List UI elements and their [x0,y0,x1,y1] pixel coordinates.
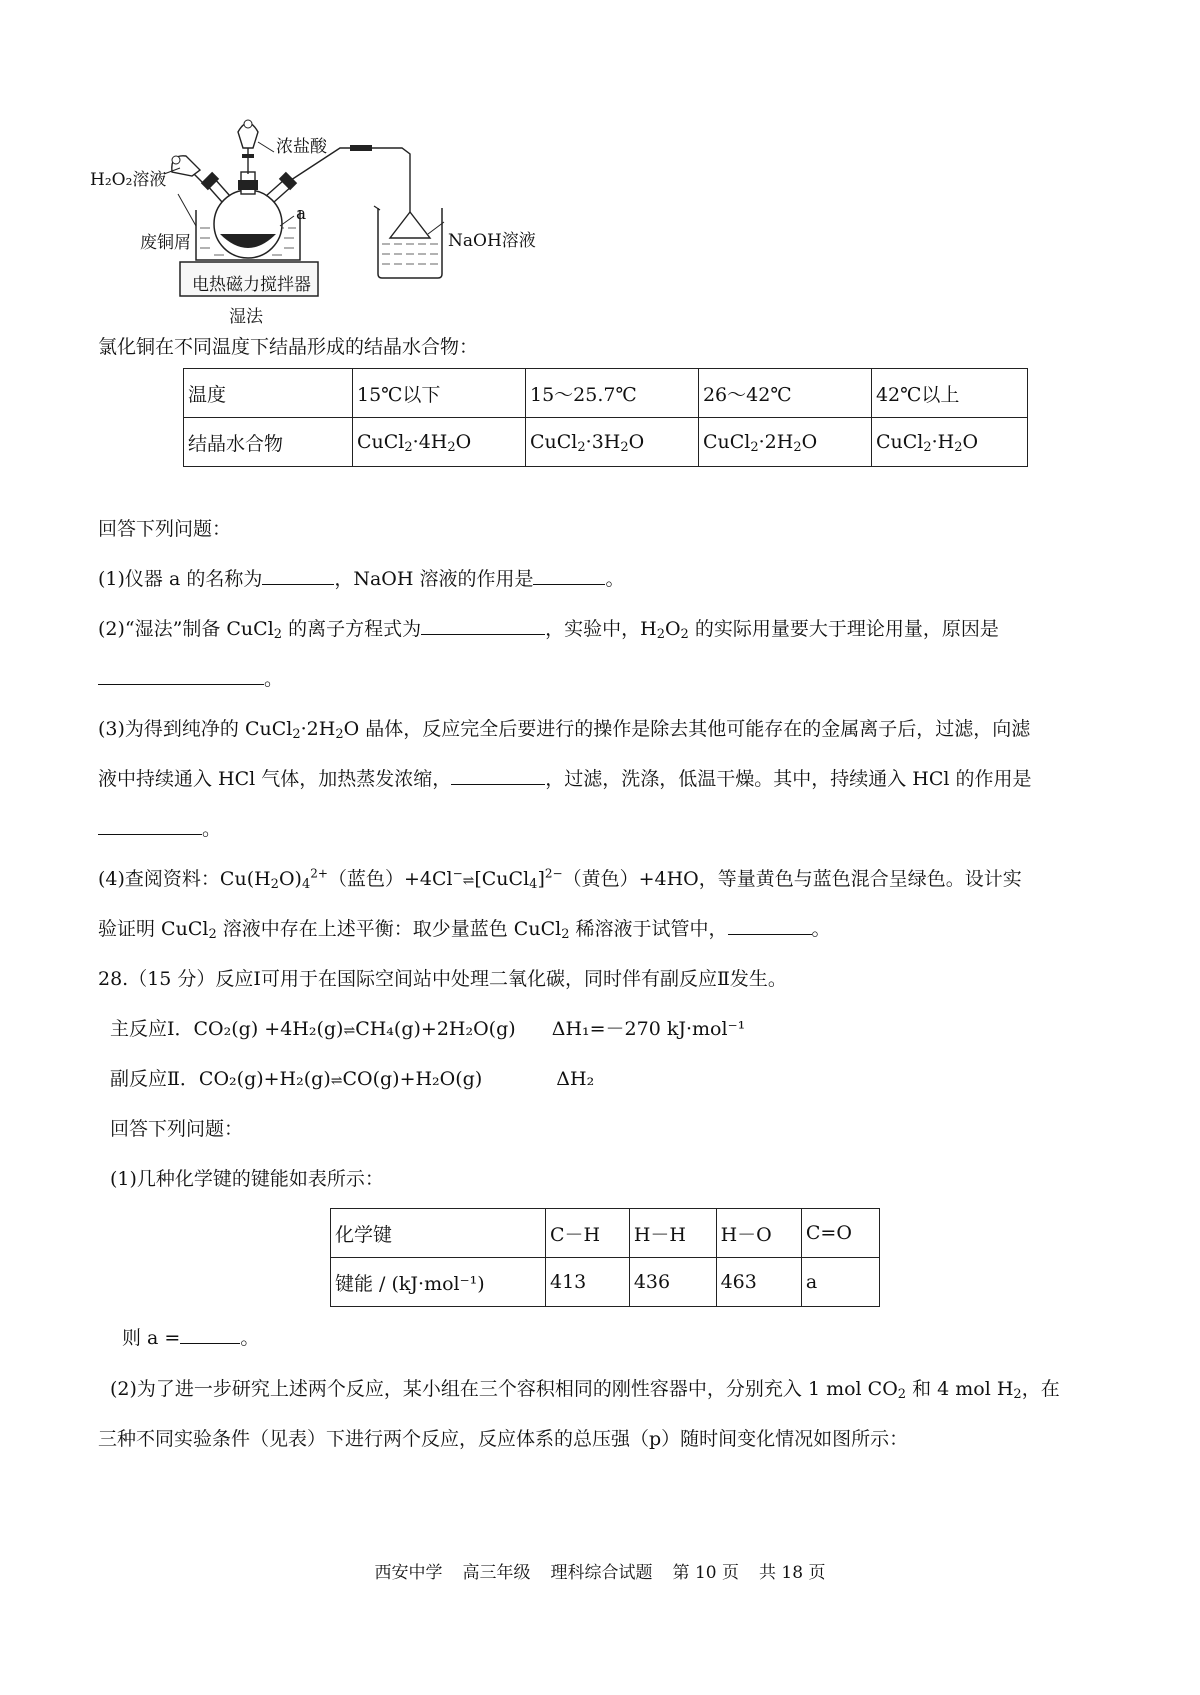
answer-blank[interactable] [451,766,545,785]
hydrate-table [183,368,1028,467]
table-cell: $CuCl_2\cdot 2H_2O$ [698,418,871,467]
table-row [184,418,1028,467]
answer-blank[interactable] [98,816,202,835]
table-cell: $CuCl_2\cdot 3H_2O$ [525,418,698,467]
equilibrium-arrow: ⇌ [462,873,475,889]
label-stirrer: 电热磁力搅拌器 [192,275,311,295]
answer-blank[interactable] [533,566,605,585]
table-cell: a [801,1258,879,1307]
table-cell: H－H [629,1209,716,1258]
answer-prompt-1: 回答下列问题： [98,518,232,540]
question-28-1: (1)几种化学键的键能如表所示： [110,1168,384,1190]
reaction-1: 主反应Ⅰ．CO₂(g) +4H₂(g)⇌CH₄(g)+2H₂O(g) ΔH₁=－270 kJ·mol⁻¹ [110,1018,746,1040]
page-footer [0,1558,1200,1583]
table-cell: 15℃以下 [353,369,526,418]
footer-grade: 高三年级 [462,1563,531,1583]
question-3-cont: 液中持续通入 HCl 气体，加热蒸发浓缩， ，过滤，洗涤，低温干燥。其中，持续通入 HCl 的作用是 [98,768,1032,790]
question-28-2-cont: 三种不同实验条件（见表）下进行两个反应，反应体系的总压强（p）随时间变化情况如图所示： [98,1428,909,1450]
table-cell: H－O [716,1209,801,1258]
answer-prompt-2: 回答下列问题： [110,1118,244,1140]
footer-subject: 理科综合试题 [550,1563,653,1583]
table-row [331,1258,880,1307]
equilibrium-arrow: ⇌ [343,1023,356,1039]
intro-hydrate: 氯化铜在不同温度下结晶形成的结晶水合物： [98,336,479,358]
label-scrap-copper: 废铜屑 [140,233,191,253]
answer-blank[interactable] [728,916,812,935]
question-2-cont: 。 [98,666,283,692]
bond-energy-table [330,1208,880,1307]
table-row [331,1209,880,1258]
table-header-hydrate: 结晶水合物 [184,418,353,467]
question-2: (2)“湿法”制备 CuCl$_2$ 的离子方程式为 ，实验中，$H_2O_2$ 的实际用量要大于理论用量，原因是 [98,618,999,642]
question-1: (1)仪器 a 的名称为 ，NaOH 溶液的作用是 。 [98,568,625,590]
table-cell: 42℃以上 [871,369,1027,418]
table-cell: C－H [546,1209,630,1258]
answer-blank[interactable] [98,666,264,685]
equilibrium-arrow: ⇌ [330,1073,343,1089]
table-cell: 15～25.7℃ [525,369,698,418]
diagram-caption: 湿法 [229,307,263,327]
reaction-2: 副反应Ⅱ．CO₂(g)+H₂(g)⇌CO(g)+H₂O(g) ΔH₂ [110,1068,595,1090]
table-cell: 26～42℃ [698,369,871,418]
label-a: a [296,204,307,224]
table-row [184,369,1028,418]
question-4-cont: 验证明 CuCl$_2$ 溶液中存在上述平衡：取少量蓝色 CuCl$_2$ 稀溶液于试管中， 。 [98,918,831,942]
table-cell: $CuCl_2\cdot H_2O$ [871,418,1027,467]
question-28-2: (2)为了进一步研究上述两个反应，某小组在三个容积相同的刚性容器中，分别充入 1 mol $CO_2$ 和 4 mol $H_2$，在 [110,1378,1060,1402]
table-header-bond: 化学键 [331,1209,546,1258]
apparatus-drawing [88,110,598,325]
question-4: (4)查阅资料：$Cu(H_2O)_4^{2+}$（蓝色）+4Cl−⇌[CuCl$_4$]$^{2-}$（黄色）+4HO，等量黄色与蓝色混合呈绿色。设计实 [98,866,1022,892]
question-28-intro: 28.（15 分）反应Ⅰ可用于在国际空间站中处理二氧化碳，同时伴有副反应Ⅱ发生。 [98,968,787,990]
label-conc-hcl: 浓盐酸 [276,137,327,157]
table-header-energy: 键能 / (kJ·mol⁻¹) [331,1258,546,1307]
answer-blank[interactable] [421,616,545,635]
table-cell: $CuCl_2\cdot 4H_2O$ [353,418,526,467]
table-header-temperature: 温度 [184,369,353,418]
table-cell: 436 [629,1258,716,1307]
table-cell: 463 [716,1258,801,1307]
apparatus-diagram [88,110,598,325]
table-cell: C=O [801,1209,879,1258]
footer-total: 共 18 页 [759,1563,826,1583]
answer-blank[interactable] [180,1325,240,1344]
label-h2o2: H₂O₂溶液 [90,170,167,190]
footer-school: 西安中学 [374,1563,443,1583]
question-28-1-answer: 则 a = 。 [122,1327,260,1349]
table-cell: 413 [546,1258,630,1307]
answer-blank[interactable] [262,566,334,585]
footer-page: 第 10 页 [672,1563,739,1583]
question-3: (3)为得到纯净的 $CuCl_2\cdot 2H_2O$ 晶体，反应完全后要进行的操作是除去其他可能存在的金属离子后，过滤，向滤 [98,718,1031,742]
question-3-end: 。 [98,816,221,842]
label-naoh: NaOH溶液 [448,231,536,251]
